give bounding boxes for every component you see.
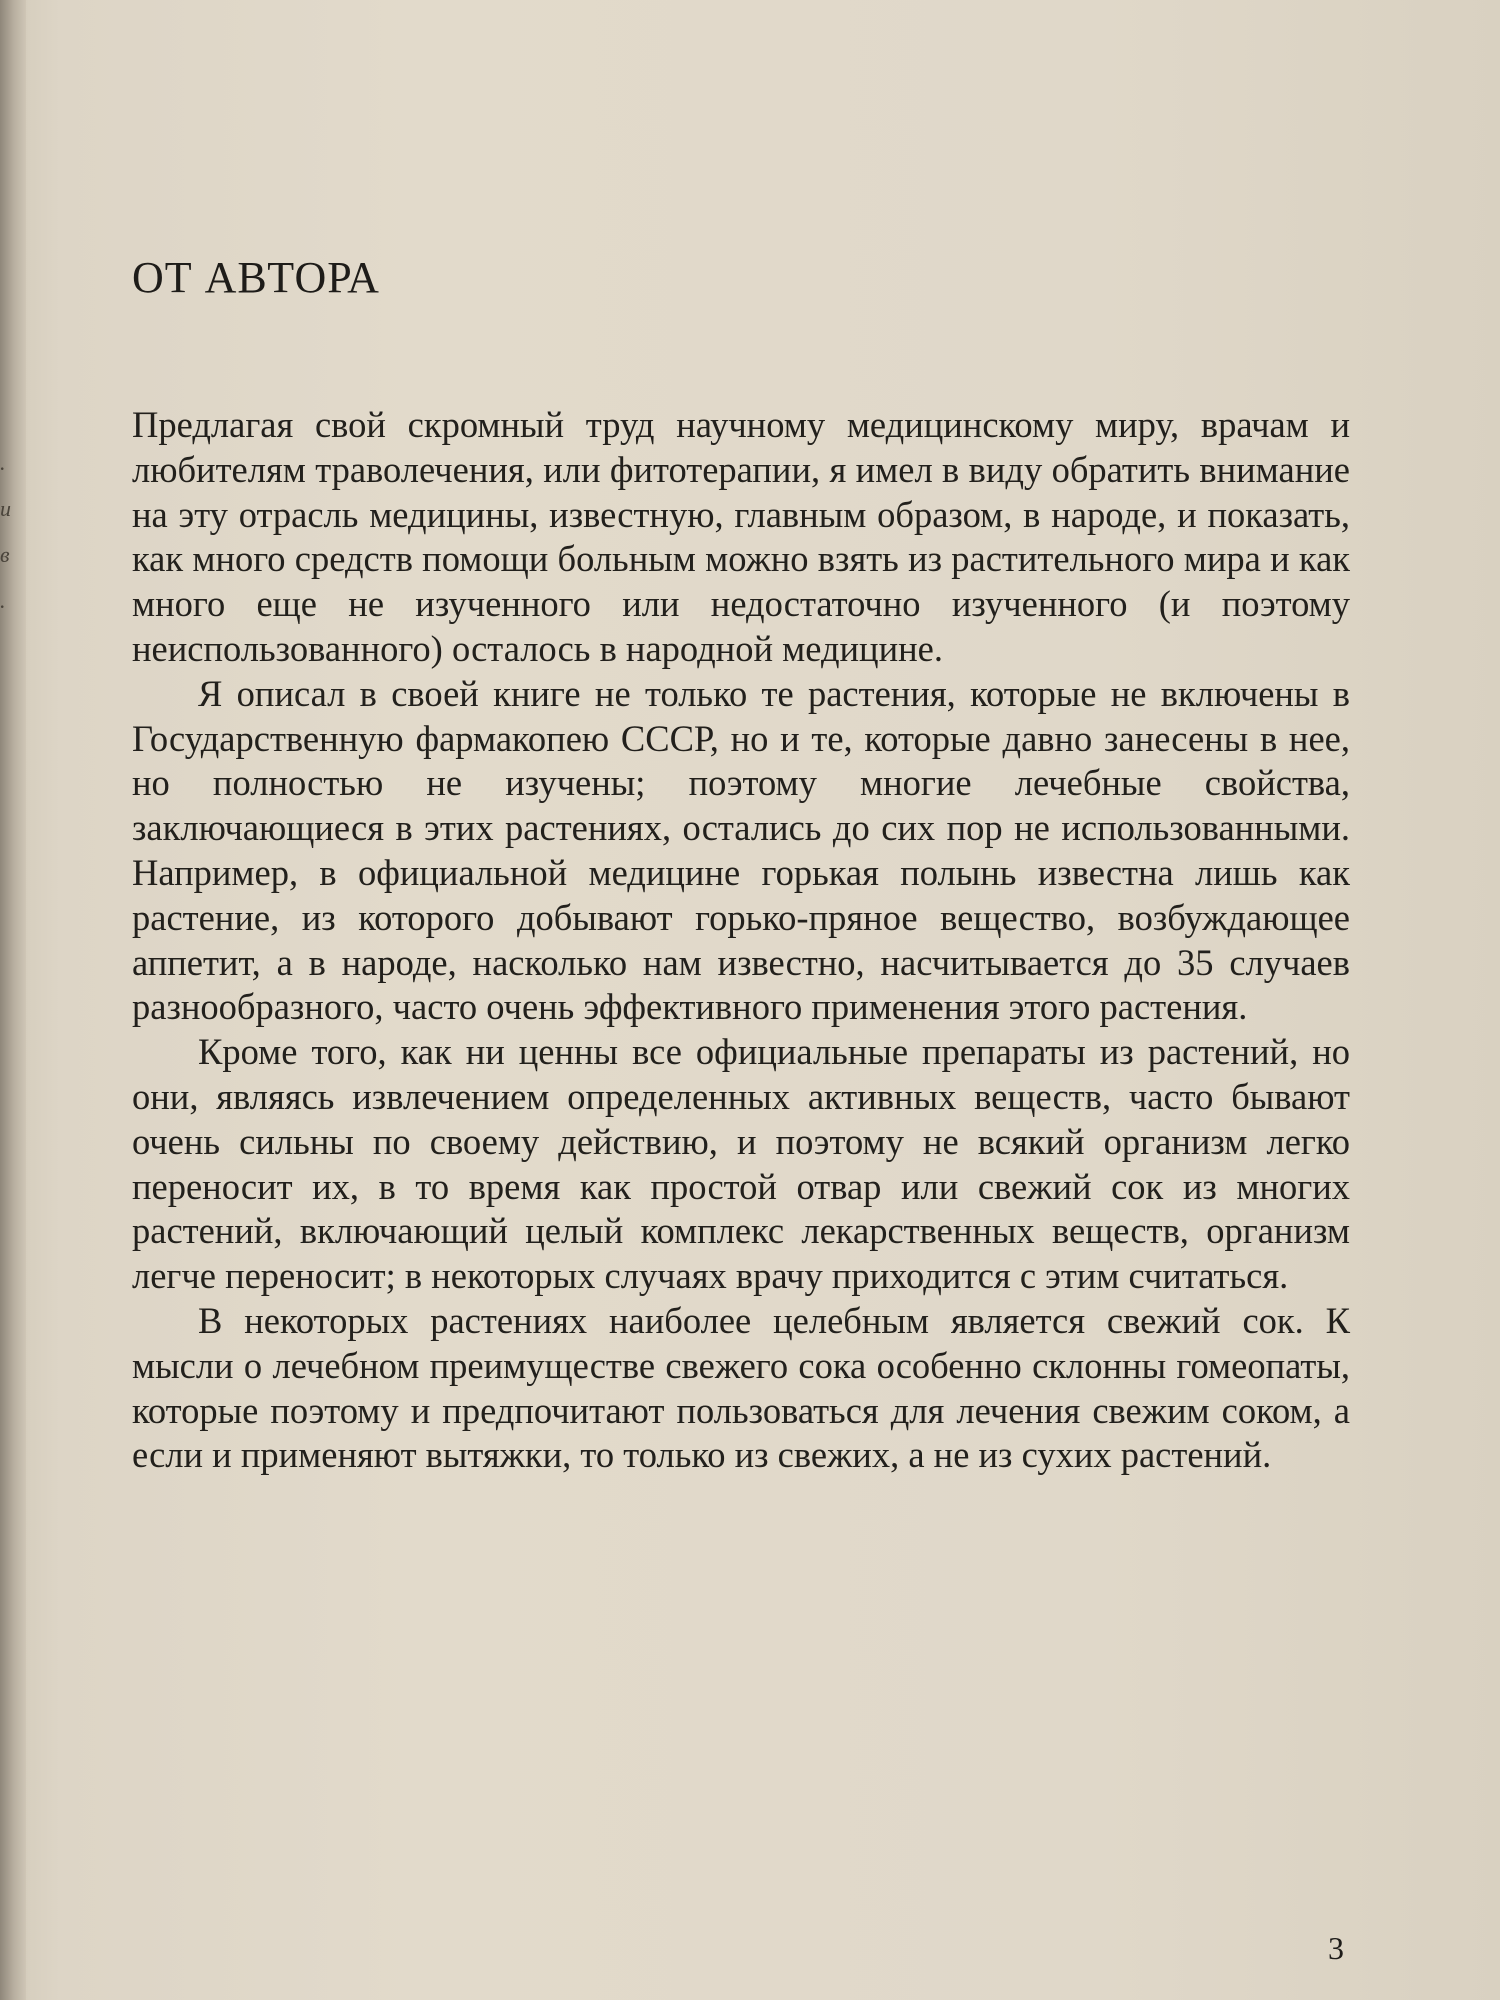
facing-page-edge — [0, 0, 26, 2000]
paragraph-2: Я описал в своей книге не только те растения, которые не включены в Государственную фармакопею СССР, но и те, которые давно занесены в нее, но полностью не изучены; поэтому многие лечебные свойства, заключающиеся в этих растениях, остались до сих пор не использованными. Например, в официальной медицине горькая полынь известна лишь как растение, из которого добывают горько-пряное вещество, возбуждающее аппетит, а в народе, насколько нам известно, насчитывается до 35 случаев разнообразного, часто очень эффективного применения этого растения. — [132, 672, 1350, 1028]
paragraph-1: Предлагая свой скромный труд научному медицинскому миру, врачам и любителям траволечения, или фитотерапии, я имел в виду обратить внимание на эту отрасль медицины, известную, главным образом, в народе, и показать, как много средств помощи больным можно взять из растительного мира и как много еще не изученного или недостаточно изученного (и поэтому неиспользованного) осталось в народной медицине. — [132, 404, 1350, 669]
paragraph-3: Кроме того, как ни ценны все официальные препараты из растений, но они, являясь извлечением определенных активных веществ, часто бывают очень сильны по своему действию, и поэтому не всякий организм легко переносит их, в то время как простой отвар или свежий сок из многих растений, включающий целый комплекс лекарственных веществ, организм легче переносит; в некоторых случаях врачу приходится с этим считаться. — [132, 1031, 1350, 1297]
page-number: 3 — [1328, 1930, 1344, 1966]
body-text — [132, 403, 1350, 1478]
facing-page-marks: . и в . — [0, 450, 11, 613]
chapter-heading: ОТ АВТОРА — [132, 253, 380, 302]
paragraph-4: В некоторых растениях наиболее целебным является свежий сок. К мысли о лечебном преимуществе свежего сока особенно склонны гомеопаты, которые поэтому и предпочитают пользоваться для лечения свежим соком, а если и применяют вытяжки, то только из свежих, а не из сухих растений. — [132, 1299, 1350, 1476]
